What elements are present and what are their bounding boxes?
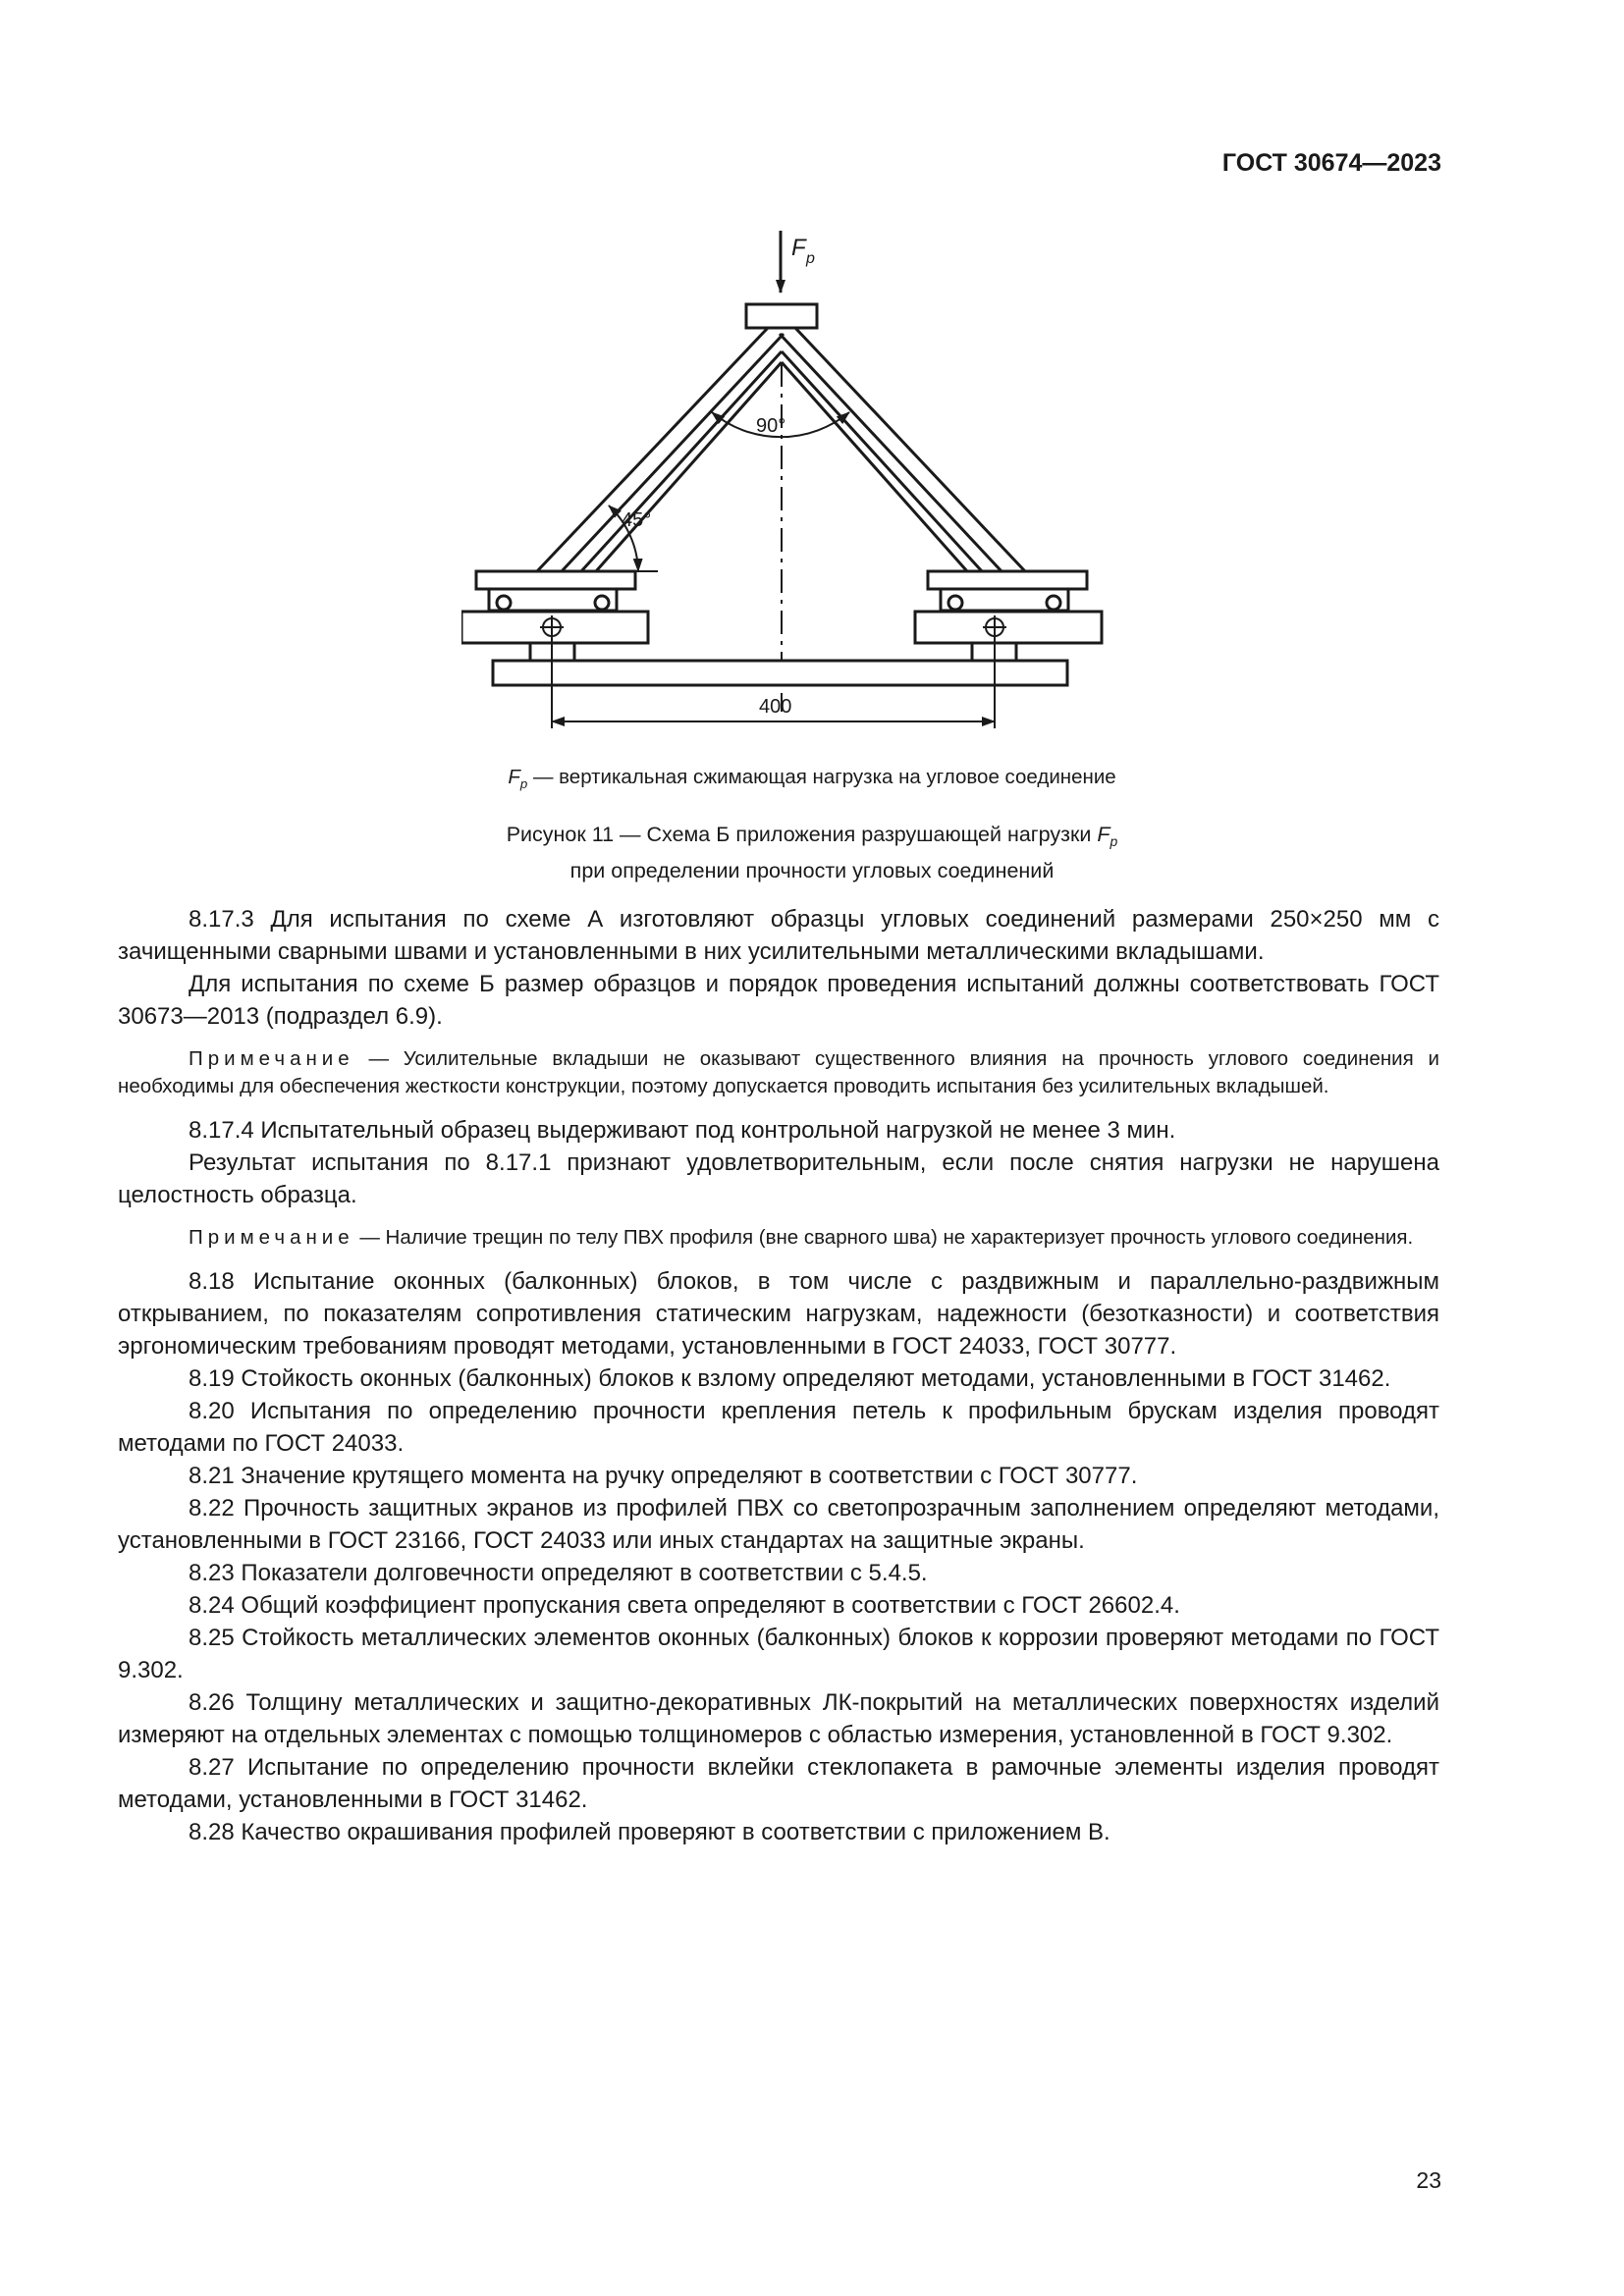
load-plate xyxy=(746,304,817,328)
page-number: 23 xyxy=(1416,2167,1441,2193)
caption-line-2: при определении прочности угловых соединений xyxy=(569,859,1055,882)
figure-11-diagram xyxy=(461,226,1168,746)
figure-caption xyxy=(0,820,1624,885)
angle-90-label: 90° xyxy=(756,415,786,437)
right-leg xyxy=(780,328,1025,571)
angle-45-label: 45° xyxy=(622,509,652,531)
dimension-label: 400 xyxy=(759,696,792,718)
caption-symbol: F xyxy=(1097,823,1110,846)
paragraph-8-26: 8.26 Толщину металлических и защитно-декоративных ЛК-покрытий на металлических поверхностях изделий измеряют на отдельных элементах с помощью толщиномеров с областью измерения, установленной в ГОСТ 9.302. xyxy=(118,1689,1439,1748)
paragraph-8-21: 8.21 Значение крутящего момента на ручку определяют в соответствии с ГОСТ 30777. xyxy=(189,1463,1138,1489)
caption-subscript: p xyxy=(1110,833,1118,849)
force-label: F xyxy=(791,235,806,261)
note-1-text: — Усилительные вкладыши не оказывают существенного влияния на прочность углового соединения и необходимы для обеспечения жесткости конструкции, поэтому допускается проводить испытания без усилительных вкладышей. xyxy=(118,1047,1439,1097)
paragraph-8-27: 8.27 Испытание по определению прочности вклейки стеклопакета в рамочные элементы изделия проводят методами, установленными в ГОСТ 31462. xyxy=(118,1754,1439,1813)
note-2 xyxy=(118,1224,1439,1252)
paragraph-8-19: 8.19 Стойкость оконных (балконных) блоков к взлому определяют методами, установленными в ГОСТ 31462. xyxy=(189,1365,1391,1392)
test-scheme-svg xyxy=(461,226,1168,746)
legend-symbol: F xyxy=(508,766,520,788)
paragraph-8-17-3: 8.17.3 Для испытания по схеме А изготовляют образцы угловых соединений размерами 250×250 мм с зачищенными сварными швами и установленными в них усилительными металлическими вкладышами. xyxy=(118,906,1439,965)
paragraph-8-28: 8.28 Качество окрашивания профилей проверяют в соответствии с приложением В. xyxy=(189,1819,1110,1845)
base-plate xyxy=(493,661,1067,685)
force-label-sub: p xyxy=(806,250,815,267)
note-2-text: — Наличие трещин по телу ПВХ профиля (вне сварного шва) не характеризует прочность углового соединения. xyxy=(353,1226,1414,1249)
paragraph-8-18: 8.18 Испытание оконных (балконных) блоков, в том числе с раздвижным и параллельно-раздвижным открыванием, по показателям сопротивления статическим нагрузкам, надежности (безотказности) и соответствия эргономическим требованиям проводят методами, установленными в ГОСТ 24033, ГОСТ 30777. xyxy=(118,1268,1439,1360)
caption-line-1: Рисунок 11 — Схема Б приложения разрушающей нагрузки xyxy=(506,823,1098,846)
right-support xyxy=(915,571,1102,661)
paragraph-scheme-b: Для испытания по схеме Б размер образцов и порядок проведения испытаний должны соответствовать ГОСТ 30673—2013 (подраздел 6.9). xyxy=(118,971,1439,1030)
document-header: ГОСТ 30674—2023 xyxy=(1221,149,1441,177)
paragraph-8-23: 8.23 Показатели долговечности определяют в соответствии с 5.4.5. xyxy=(189,1560,928,1586)
legend-text: — вертикальная сжимающая нагрузка на угловое соединение xyxy=(527,766,1116,788)
left-leg xyxy=(537,328,784,571)
paragraph-8-24: 8.24 Общий коэффициент пропускания света определяют в соответствии с ГОСТ 26602.4. xyxy=(189,1592,1180,1619)
note-2-label: Примечание xyxy=(189,1226,354,1249)
paragraph-result: Результат испытания по 8.17.1 признают удовлетворительным, если после снятия нагрузки не нарушена целостность образца. xyxy=(118,1149,1439,1208)
paragraph-8-17-4: 8.17.4 Испытательный образец выдерживают под контрольной нагрузкой не менее 3 мин. xyxy=(189,1117,1176,1144)
note-1-label: Примечание xyxy=(189,1047,354,1070)
paragraph-8-22: 8.22 Прочность защитных экранов из профилей ПВХ со светопрозрачным заполнением определяют методами, установленными в ГОСТ 23166, ГОСТ 24033 или иных стандартах на защитные экраны. xyxy=(118,1495,1439,1554)
figure-legend xyxy=(0,766,1624,791)
note-1 xyxy=(118,1045,1439,1100)
paragraph-8-25: 8.25 Стойкость металлических элементов оконных (балконных) блоков к коррозии проверяют методами по ГОСТ 9.302. xyxy=(118,1625,1439,1683)
legend-subscript: p xyxy=(519,776,528,791)
left-support xyxy=(461,571,648,661)
paragraph-8-20: 8.20 Испытания по определению прочности крепления петель к профильным брускам изделия проводят методами по ГОСТ 24033. xyxy=(118,1398,1439,1457)
body-text xyxy=(118,903,1439,1848)
